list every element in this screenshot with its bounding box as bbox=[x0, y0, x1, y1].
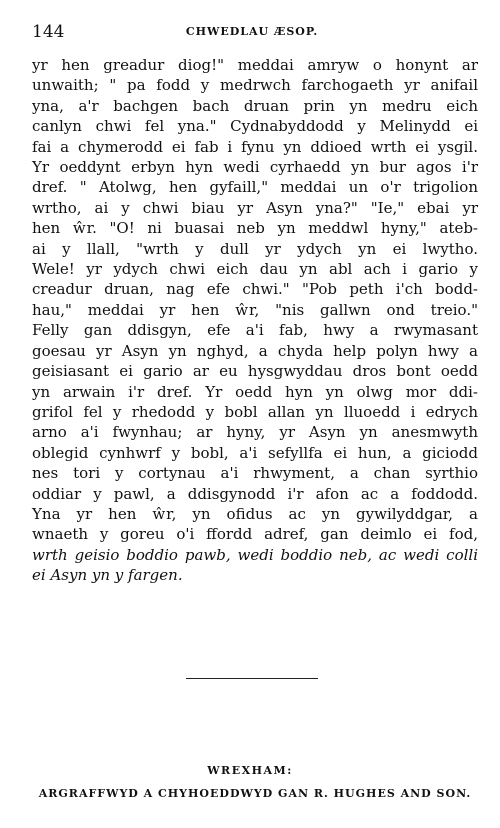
text-line: grifol fel y rhedodd y bobl allan yn lluoedd i edrych bbox=[32, 402, 478, 421]
text-line: canlyn chwi fel yna." Cydnabyddodd y Melinydd ei bbox=[32, 117, 478, 136]
text-line: oddiar y pawl, a ddisgynodd i'r afon ac a foddodd. bbox=[32, 484, 478, 503]
text-line: Yr oeddynt erbyn hyn wedi cyrhaedd yn bur agos i'r bbox=[32, 158, 478, 177]
section-divider bbox=[186, 678, 318, 679]
text-line: Felly gan ddisgyn, efe a'i fab, hwy a rwymasant bbox=[32, 321, 478, 340]
text-line: unwaith; " pa fodd y medrwch farchogaeth yr anifail bbox=[32, 76, 478, 95]
text-line: yn arwain i'r dref. Yr oedd hyn yn olwg mor ddi- bbox=[32, 382, 478, 401]
text-line: geisiasant ei gario ar eu hysgwyddau dros bont oedd bbox=[32, 362, 478, 381]
text-line: creadur druan, nag efe chwi." "Pob peth i'ch bodd- bbox=[32, 280, 478, 299]
text-line: dref. " Atolwg, hen gyfaill," meddai un o'r trigolion bbox=[32, 178, 478, 197]
text-line: hau," meddai yr hen ŵr, "nis gallwn ond treio." bbox=[32, 300, 478, 319]
text-line: arno a'i fwynhau; ar hyny, yr Asyn yn anesmwyth bbox=[32, 423, 478, 442]
body-text bbox=[32, 55, 478, 586]
page-number: 144 bbox=[32, 22, 65, 42]
text-line: nes tori y cortynau a'i rhwyment, a chan syrthio bbox=[32, 464, 478, 483]
imprint-place: WREXHAM: bbox=[207, 764, 293, 777]
text-line: ai y llall, "wrth y dull yr ydych yn ei lwytho. bbox=[32, 239, 478, 258]
text-line: Wele! yr ydych chwi eich dau yn abl ach i gario y bbox=[32, 260, 478, 279]
text-line: yr hen greadur diog!" meddai amryw o honynt ar bbox=[32, 56, 478, 74]
text-line: oblegid cynhwrf y bobl, a'i sefyllfa ei hun, a giciodd bbox=[32, 443, 478, 462]
running-title: CHWEDLAU ÆSOP. bbox=[185, 25, 319, 38]
text-line: fai a chymerodd ei fab i fynu yn ddioed wrth ei ysgil. bbox=[32, 137, 478, 156]
text-line: wrtho, ai y chwi biau yr Asyn yna?" "Ie," ebai yr bbox=[32, 198, 478, 217]
moral-line: wrth geisio boddio pawb, wedi boddio neb, ac wedi colli bbox=[32, 545, 478, 564]
text-line: Yna yr hen ŵr, yn ofidus ac yn gywilyddgar, a bbox=[32, 504, 478, 523]
text-line: wnaeth y goreu o'i ffordd adref, gan deimlo ei fod, bbox=[32, 525, 478, 544]
moral-line: ei Asyn yn y fargen. bbox=[32, 566, 183, 585]
imprint-printer: ARGRAFFWYD A CHYHOEDDWYD GAN R. HUGHES AND SON. bbox=[38, 787, 472, 800]
text-line: hen ŵr. "O! ni buasai neb yn meddwl hyny," ateb- bbox=[32, 219, 478, 238]
text-line: yna, a'r bachgen bach druan prin yn medru eich bbox=[32, 96, 478, 115]
text-line: goesau yr Asyn yn nghyd, a chyda help polyn hwy a bbox=[32, 341, 478, 360]
page-header bbox=[32, 22, 472, 44]
